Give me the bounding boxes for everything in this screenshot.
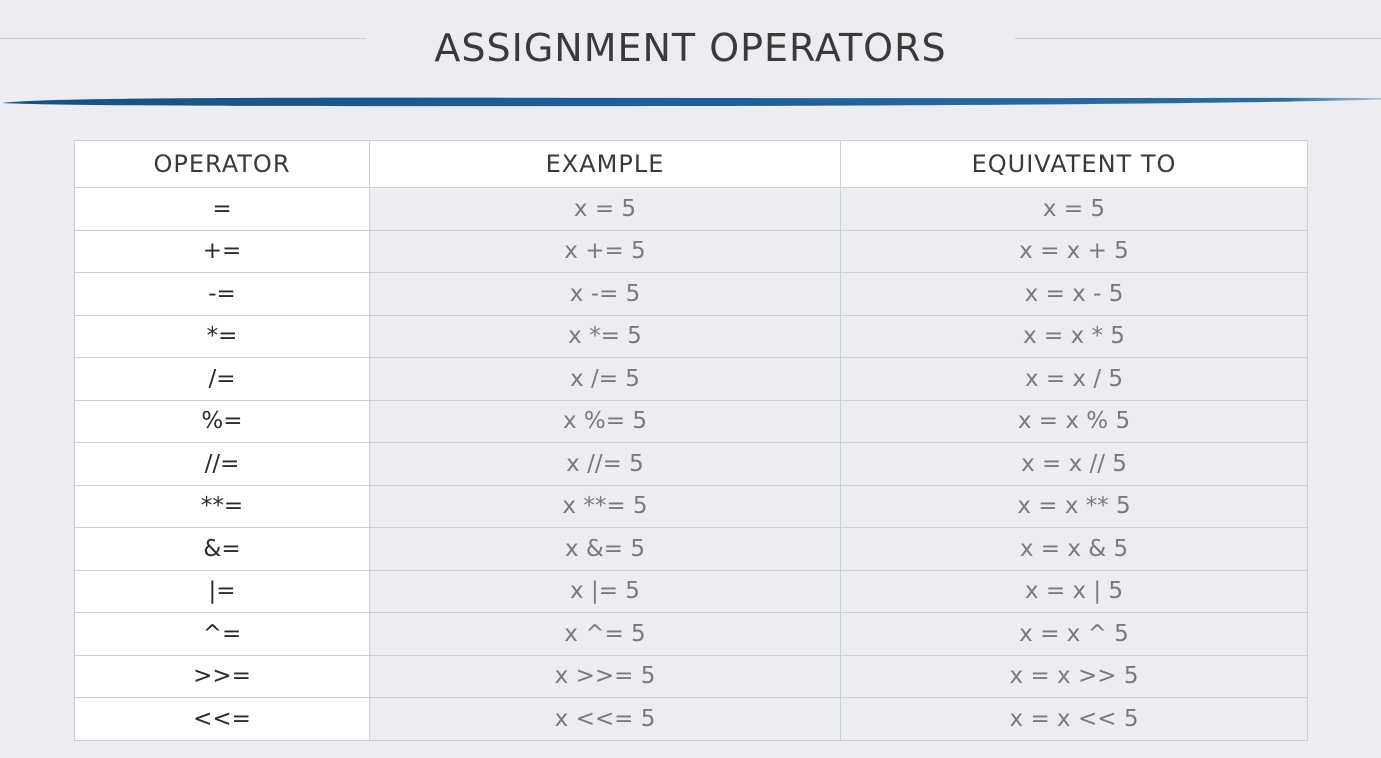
- equivalent-cell: x = x >> 5: [841, 655, 1308, 698]
- operator-cell: /=: [75, 358, 370, 401]
- operator-cell: >>=: [75, 655, 370, 698]
- equivalent-cell: x = 5: [841, 188, 1308, 231]
- operators-table-container: [74, 140, 1307, 741]
- table-row: [75, 570, 1308, 613]
- operator-cell: +=: [75, 230, 370, 273]
- example-cell: x = 5: [370, 188, 841, 231]
- table-row: [75, 230, 1308, 273]
- example-cell: x >>= 5: [370, 655, 841, 698]
- example-cell: x **= 5: [370, 485, 841, 528]
- equivalent-cell: x = x // 5: [841, 443, 1308, 486]
- example-cell: x *= 5: [370, 315, 841, 358]
- operator-cell: ^=: [75, 613, 370, 656]
- operator-cell: |=: [75, 570, 370, 613]
- header-operator: OPERATOR: [75, 141, 370, 188]
- operator-cell: &=: [75, 528, 370, 571]
- example-cell: x <<= 5: [370, 698, 841, 741]
- table-row: [75, 273, 1308, 316]
- example-cell: x ^= 5: [370, 613, 841, 656]
- operator-cell: -=: [75, 273, 370, 316]
- table-row: [75, 315, 1308, 358]
- table-row: [75, 655, 1308, 698]
- table-row: [75, 485, 1308, 528]
- operator-cell: **=: [75, 485, 370, 528]
- equivalent-cell: x = x % 5: [841, 400, 1308, 443]
- page-title: ASSIGNMENT OPERATORS: [434, 26, 947, 70]
- example-cell: x &= 5: [370, 528, 841, 571]
- header-equivalent: EQUIVATENT TO: [841, 141, 1308, 188]
- operator-cell: =: [75, 188, 370, 231]
- table-header-row: [75, 141, 1308, 188]
- assignment-operators-table: [74, 140, 1308, 741]
- example-cell: x -= 5: [370, 273, 841, 316]
- equivalent-cell: x = x / 5: [841, 358, 1308, 401]
- equivalent-cell: x = x - 5: [841, 273, 1308, 316]
- equivalent-cell: x = x & 5: [841, 528, 1308, 571]
- table-row: [75, 358, 1308, 401]
- operator-cell: %=: [75, 400, 370, 443]
- example-cell: x //= 5: [370, 443, 841, 486]
- equivalent-cell: x = x * 5: [841, 315, 1308, 358]
- header-example: EXAMPLE: [370, 141, 841, 188]
- table-row: [75, 188, 1308, 231]
- equivalent-cell: x = x + 5: [841, 230, 1308, 273]
- table-row: [75, 613, 1308, 656]
- example-cell: x |= 5: [370, 570, 841, 613]
- example-cell: x %= 5: [370, 400, 841, 443]
- equivalent-cell: x = x ** 5: [841, 485, 1308, 528]
- table-row: [75, 698, 1308, 741]
- operator-cell: *=: [75, 315, 370, 358]
- equivalent-cell: x = x ^ 5: [841, 613, 1308, 656]
- operator-cell: //=: [75, 443, 370, 486]
- operator-cell: <<=: [75, 698, 370, 741]
- equivalent-cell: x = x | 5: [841, 570, 1308, 613]
- table-row: [75, 528, 1308, 571]
- example-cell: x /= 5: [370, 358, 841, 401]
- equivalent-cell: x = x << 5: [841, 698, 1308, 741]
- accent-brush-stroke: [0, 95, 1381, 109]
- example-cell: x += 5: [370, 230, 841, 273]
- table-row: [75, 400, 1308, 443]
- table-row: [75, 443, 1308, 486]
